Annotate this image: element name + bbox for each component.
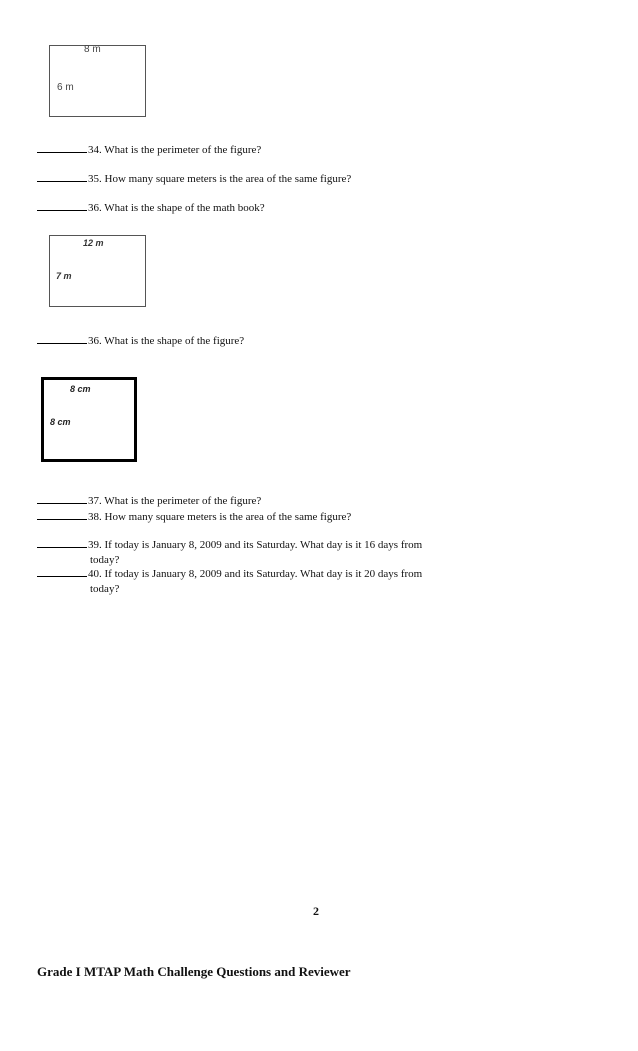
figure-1-top-label: 8 m (84, 44, 101, 55)
question-40 (37, 566, 422, 597)
answer-blank[interactable] (37, 509, 87, 520)
question-36a (37, 200, 265, 216)
rectangle-figure-1 (49, 45, 146, 117)
figure-3-top-label: 8 cm (70, 384, 91, 394)
question-36a-text: 36. What is the shape of the math book? (88, 202, 265, 214)
question-38 (37, 509, 351, 525)
question-35-text: 35. How many square meters is the area of the same figure? (88, 173, 352, 185)
question-39 (37, 537, 422, 568)
question-39-continuation: today? (90, 554, 120, 566)
answer-blank[interactable] (37, 333, 87, 344)
question-35 (37, 171, 351, 187)
answer-blank[interactable] (37, 200, 87, 211)
figure-3-side-label: 8 cm (50, 417, 71, 427)
question-36b-text: 36. What is the shape of the figure? (88, 335, 245, 347)
figure-2-top-label: 12 m (83, 238, 104, 248)
page-footer: Grade I MTAP Math Challenge Questions and Reviewer (37, 964, 351, 979)
question-38-text: 38. How many square meters is the area of the same figure? (88, 511, 352, 523)
page-number: 2 (313, 904, 319, 918)
question-37-text: 37. What is the perimeter of the figure? (88, 495, 262, 507)
question-39-text: 39. If today is January 8, 2009 and its Saturday. What day is it 16 days from (88, 539, 423, 551)
question-40-text: 40. If today is January 8, 2009 and its Saturday. What day is it 20 days from (88, 568, 423, 580)
question-37 (37, 493, 261, 509)
answer-blank[interactable] (37, 537, 87, 548)
question-40-continuation: today? (90, 583, 120, 595)
figure-1-side-label: 6 m (57, 82, 74, 93)
question-36b (37, 333, 244, 349)
square-figure-3 (41, 377, 137, 462)
answer-blank[interactable] (37, 566, 87, 577)
question-34-text: 34. What is the perimeter of the figure? (88, 144, 262, 156)
figure-2-side-label: 7 m (56, 271, 72, 281)
answer-blank[interactable] (37, 171, 87, 182)
rectangle-figure-2 (49, 235, 146, 307)
question-34 (37, 142, 261, 158)
answer-blank[interactable] (37, 142, 87, 153)
answer-blank[interactable] (37, 493, 87, 504)
